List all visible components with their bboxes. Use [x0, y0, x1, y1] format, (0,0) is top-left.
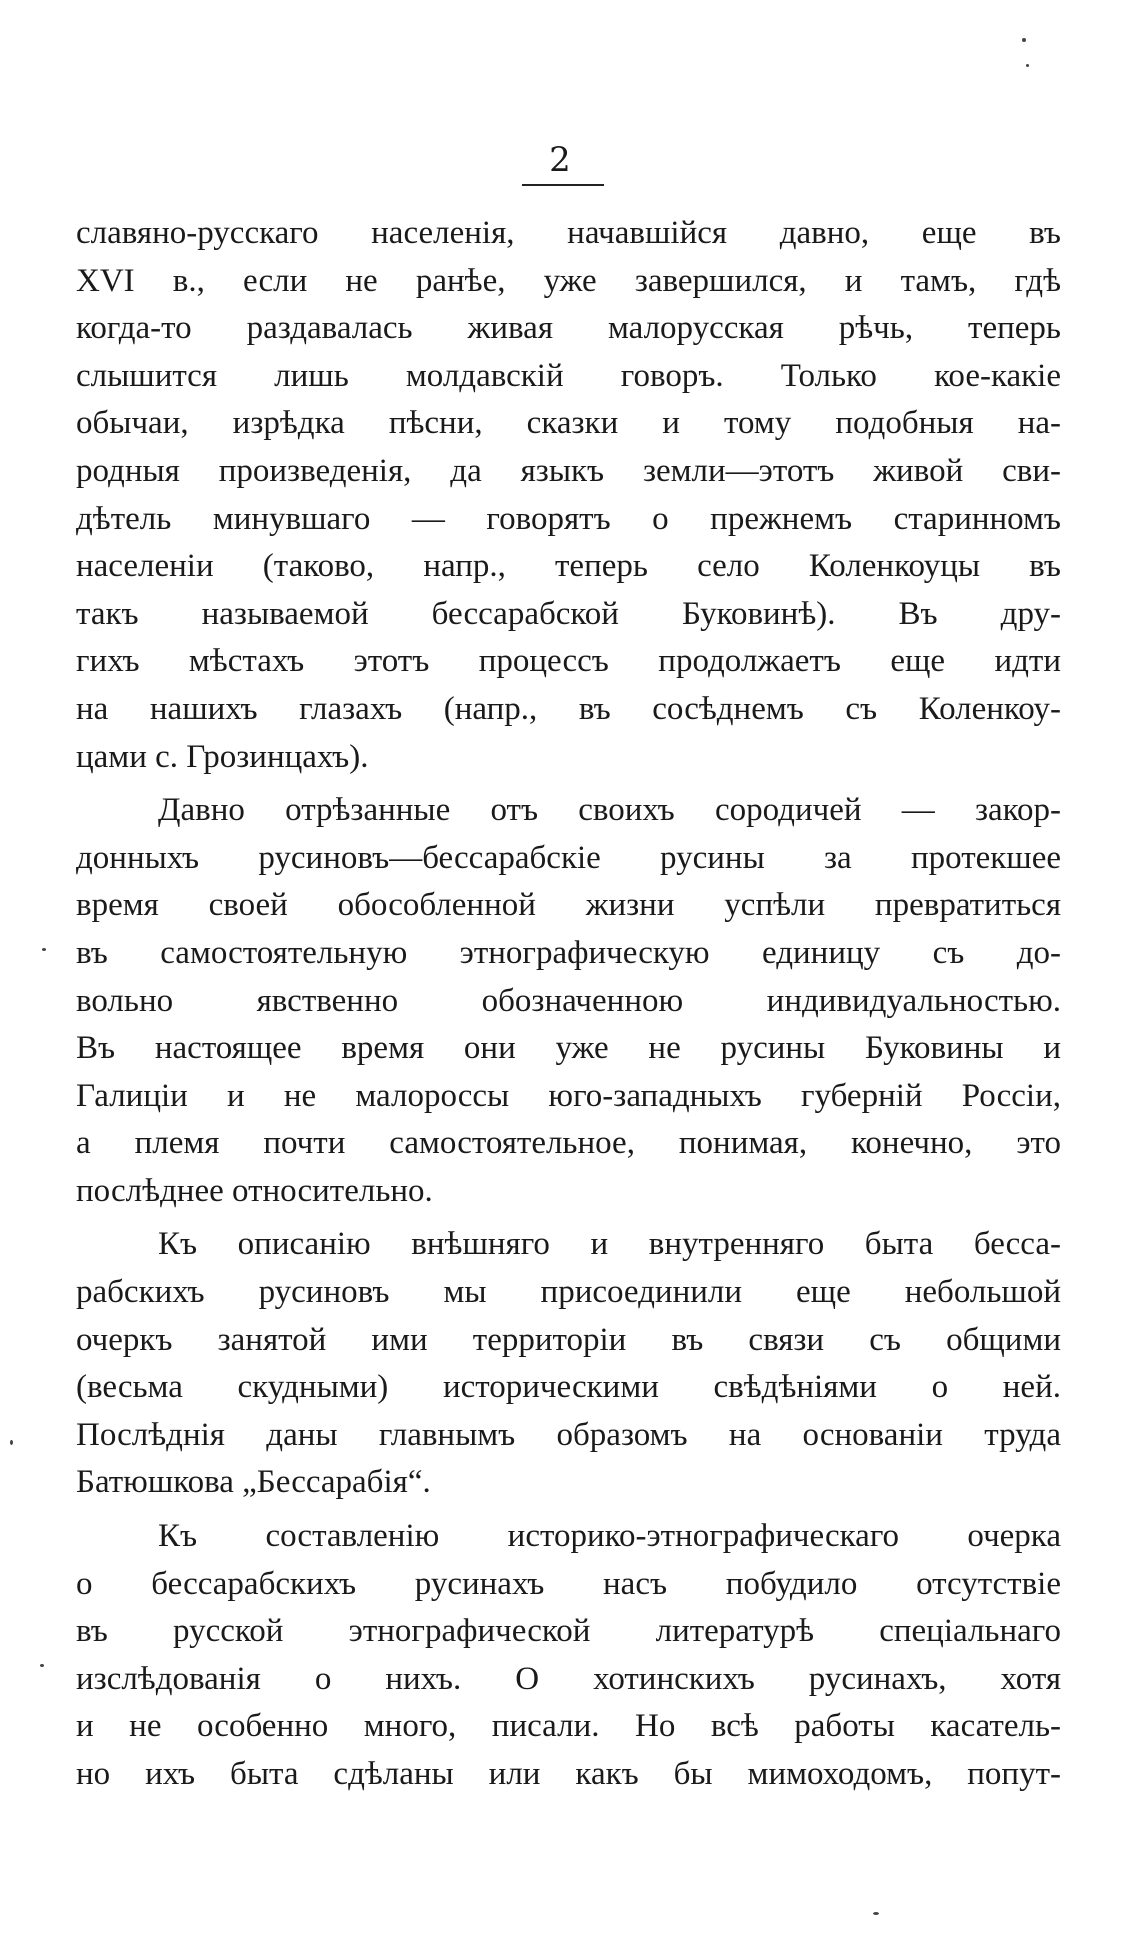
scan-speck [10, 1440, 13, 1445]
text-line: такъ называемой бессарабской Буковинѣ). Въ дру- [76, 595, 1061, 632]
scan-speck [1022, 38, 1026, 42]
text-line: гихъ мѣстахъ этотъ процессъ продолжаетъ еще идти [76, 643, 1061, 680]
text-line: Батюшкова „Бессарабія“. [76, 1464, 431, 1501]
page-number-rule [522, 184, 604, 186]
text-line: обычаи, изрѣдка пѣсни, сказки и тому подобныя на- [76, 405, 1061, 442]
text-line: Галиціи и не малороссы юго-западныхъ губерній Россіи, [76, 1077, 1061, 1114]
text-line: Къ описанію внѣшняго и внутренняго быта бесса- [158, 1226, 1061, 1263]
text-line: Въ настоящее время они уже не русины Буковины и [76, 1030, 1061, 1067]
text-line: въ русской этнографической литературѣ спеціальнаго [76, 1613, 1061, 1650]
text-line: слышится лишь молдавскій говоръ. Только кое-какіе [76, 357, 1061, 394]
scan-speck [873, 1912, 879, 1915]
scan-speck [1026, 64, 1029, 67]
text-line: славяно-русскаго населенія, начавшійся давно, еще въ [76, 215, 1061, 251]
text-line: вольно явственно обозначенною индивидуальностью. [76, 982, 1061, 1019]
scan-speck [40, 1664, 44, 1667]
text-line: Давно отрѣзанные отъ своихъ сородичей — закор- [158, 792, 1061, 829]
body-text [76, 210, 1061, 1799]
text-line: очеркъ занятой ими территоріи въ связи съ общими [76, 1321, 1061, 1358]
page-number: 2 [549, 140, 571, 180]
text-line: когда-то раздавалась живая малорусская рѣчь, теперь [76, 310, 1061, 347]
text-line: цами с. Грозинцахъ). [76, 738, 369, 775]
text-line: въ самостоятельную этнографическую единицу съ до- [76, 934, 1061, 971]
text-line: XVI в., если не ранѣе, уже завершился, и тамъ, гдѣ [76, 262, 1061, 299]
text-line: о бессарабскихъ русинахъ насъ побудило отсутствіе [76, 1565, 1061, 1602]
text-line: изслѣдованія о нихъ. О хотинскихъ русинахъ, хотя [76, 1660, 1061, 1697]
scan-speck [42, 948, 46, 951]
text-line: и не особенно много, писали. Но всѣ работы касатель- [76, 1708, 1061, 1745]
text-line: родныя произведенія, да языкъ земли—этотъ живой сви- [76, 452, 1061, 489]
paragraph [76, 210, 1061, 781]
text-line: время своей обособленной жизни успѣли превратиться [76, 887, 1061, 924]
text-line: населеніи (таково, напр., теперь село Коленкоуцы въ [76, 548, 1061, 585]
text-line: а племя почти самостоятельное, понимая, конечно, это [76, 1125, 1061, 1162]
text-line: рабскихъ русиновъ мы присоединили еще небольшой [76, 1274, 1061, 1311]
text-line: (весьма скудными) историческими свѣдѣніями о ней. [76, 1369, 1061, 1406]
text-line: послѣднее относительно. [76, 1172, 433, 1209]
text-line: дѣтель минувшаго — говорятъ о прежнемъ старинномъ [76, 500, 1061, 537]
text-line: Къ составленію историко-этнографическаго очерка [158, 1518, 1061, 1555]
text-line: Послѣднія даны главнымъ образомъ на основаніи труда [76, 1416, 1061, 1453]
paragraph [76, 1221, 1061, 1507]
text-line: на нашихъ глазахъ (напр., въ сосѣднемъ съ Коленкоу- [76, 690, 1061, 727]
text-line: но ихъ быта сдѣланы или какъ бы мимоходомъ, попут- [76, 1756, 1061, 1792]
paragraph [76, 787, 1061, 1215]
text-line: донныхъ русиновъ—бессарабскіе русины за протекшее [76, 839, 1061, 876]
paragraph [76, 1513, 1061, 1799]
